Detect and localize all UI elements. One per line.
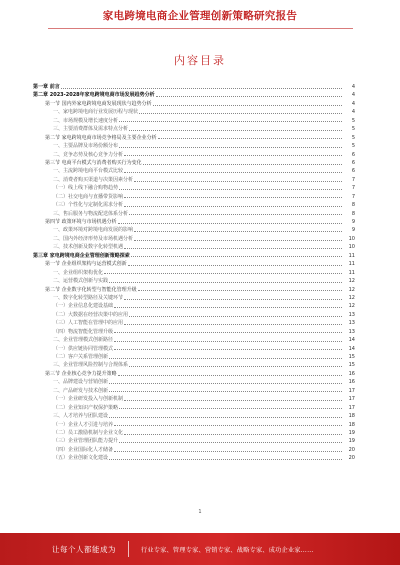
toc-entry-page: 5 <box>351 126 355 133</box>
footer-tagline: 行业专家、管理专家、营销专家、战略专家、成功企业家…… <box>141 546 314 554</box>
toc-entry-label: 一、政策环境对跨境电商发展的影响 <box>53 227 134 234</box>
toc-leader-dots <box>139 113 342 114</box>
toc-entry[interactable] <box>33 226 355 234</box>
toc-entry-page: 4 <box>351 100 355 107</box>
toc-entry[interactable] <box>33 437 355 445</box>
toc-entry[interactable] <box>33 142 355 150</box>
toc-entry-page: 16 <box>348 379 355 386</box>
toc-entry[interactable] <box>33 201 355 209</box>
toc-entry[interactable] <box>33 117 355 125</box>
toc-entry[interactable] <box>33 83 355 91</box>
toc-entry-label: （一）供应链协同管理模式 <box>53 345 114 352</box>
toc-heading: 内容目录 <box>174 54 226 67</box>
toc-entry-page: 13 <box>348 311 355 318</box>
toc-leader-dots <box>109 358 342 359</box>
toc-entry[interactable] <box>33 277 355 285</box>
toc-entry-page: 9 <box>351 219 355 225</box>
toc-leader-dots <box>114 341 342 342</box>
toc-leader-dots <box>124 197 342 198</box>
toc-entry-label: （三）企业管理团队能力提升 <box>53 438 119 445</box>
toc-entry-page: 5 <box>351 134 355 141</box>
toc-leader-dots <box>61 88 342 89</box>
toc-entry-label: 第三章 家电跨境电商企业管理创新策略探索 <box>33 252 130 259</box>
toc-entry[interactable] <box>33 184 355 192</box>
toc-entry-label: （一）企业研发投入与创新机制 <box>53 396 124 403</box>
toc-entry[interactable] <box>33 378 355 386</box>
toc-leader-dots <box>118 223 342 224</box>
toc-entry-page: 20 <box>348 455 355 462</box>
toc-entry-label: 二、产品研发与技术创新 <box>53 387 109 394</box>
toc-entry-page: 7 <box>351 185 355 192</box>
toc-entry-label: 三、技术创新及数字化转型机遇 <box>53 244 124 251</box>
toc-leader-dots <box>129 214 342 215</box>
toc-entry-label: （二）客户关系管理创新 <box>53 354 109 360</box>
toc-leader-dots <box>119 442 342 443</box>
toc-entry[interactable] <box>33 286 355 294</box>
toc-leader-dots <box>124 324 342 325</box>
toc-leader-dots <box>114 425 342 426</box>
toc-entry[interactable] <box>33 294 355 302</box>
toc-entry[interactable] <box>33 235 355 243</box>
toc-entry[interactable] <box>33 361 355 369</box>
toc-entry-page: 8 <box>351 202 355 209</box>
toc-entry-label: 第三节 电商平台模式与消费者购买行为变化 <box>45 159 142 166</box>
toc-entry-page: 6 <box>351 159 355 166</box>
toc-entry[interactable] <box>33 260 355 268</box>
toc-entry-label: 第三节 企业核心竞争力提升策略 <box>45 370 117 377</box>
toc-entry-label: （三）人工智能在管理中的应用 <box>53 320 124 327</box>
toc-entry-page: 12 <box>348 294 355 301</box>
toc-entry-label: （五）企业创新文化建设 <box>53 455 109 462</box>
toc-leader-dots <box>129 316 342 317</box>
toc-entry-page: 8 <box>351 210 355 217</box>
footer-divider <box>128 541 129 557</box>
toc-entry-page: 11 <box>348 261 355 268</box>
toc-leader-dots <box>114 307 342 308</box>
toc-leader-dots <box>119 121 342 122</box>
toc-entry-page: 16 <box>348 370 355 377</box>
toc-leader-dots <box>119 189 342 190</box>
toc-leader-dots <box>114 451 342 452</box>
toc-entry-label: 二、市场规模及增长速度分析 <box>53 117 119 124</box>
toc-entry-label: （二）企业知识产权保护策略 <box>53 404 119 411</box>
toc-leader-dots <box>114 349 342 350</box>
toc-entry[interactable] <box>33 193 355 201</box>
toc-leader-dots <box>129 366 342 367</box>
toc-entry[interactable] <box>33 353 355 361</box>
toc-leader-dots <box>119 147 342 148</box>
toc-entry-page: 12 <box>348 303 355 310</box>
toc-entry-label: 第二章 2023-2028年家电跨境电商市场发展趋势分析 <box>33 92 155 99</box>
toc-entry-label: （四）企业国际化人才储备 <box>53 446 114 453</box>
toc-leader-dots <box>138 290 342 291</box>
toc-entry-label: 一、数字化转型路径及关键环节 <box>53 294 124 301</box>
toc-entry[interactable] <box>33 311 355 319</box>
toc-entry-label: 第二节 企业数字化转型与智能化管理升级 <box>45 286 137 293</box>
toc-entry[interactable] <box>33 446 355 454</box>
toc-entry[interactable] <box>33 387 355 395</box>
toc-entry-page: 5 <box>351 143 355 150</box>
toc-leader-dots <box>109 282 342 283</box>
toc-entry-page: 14 <box>348 345 355 352</box>
toc-entry-label: 一、主流跨境电商平台模式比较 <box>53 168 124 175</box>
toc-entry-page: 5 <box>351 117 355 124</box>
toc-entry[interactable] <box>33 159 355 167</box>
toc-entry-label: 一、品牌建设与营销创新 <box>53 379 109 386</box>
toc-entry[interactable] <box>33 336 355 344</box>
toc-leader-dots <box>124 434 342 435</box>
toc-leader-dots <box>129 130 342 131</box>
toc-leader-dots <box>143 164 342 165</box>
toc-entry-label: 二、运营模式创新与实践 <box>53 278 109 285</box>
toc-entry[interactable] <box>33 395 355 403</box>
toc-leader-dots <box>124 299 342 300</box>
toc-entry[interactable] <box>33 167 355 175</box>
toc-entry-label: 第四节 政策环境与市场机遇分析 <box>45 219 117 225</box>
toc-entry-label: 第一节 国内外家电跨境电商发展现状与趋势分析 <box>45 100 152 107</box>
toc-entry-label: 一、主要品牌及市场份额分布 <box>53 143 119 150</box>
toc-entry[interactable] <box>33 125 355 133</box>
toc-entry[interactable] <box>33 429 355 437</box>
toc-entry-page: 19 <box>348 438 355 445</box>
page-number: 1 <box>198 509 202 515</box>
toc-entry[interactable] <box>33 134 355 142</box>
toc-leader-dots <box>109 383 342 384</box>
toc-entry-page: 15 <box>348 362 355 369</box>
toc-entry-label: 一、家电跨境电商行业发展历程与现状 <box>53 109 139 116</box>
toc-entry-label: （一）企业信息化建设基础 <box>53 303 114 310</box>
toc-entry-page: 17 <box>348 387 355 394</box>
toc-leader-dots <box>124 172 342 173</box>
toc-entry-page: 13 <box>348 328 355 335</box>
toc-entry-page: 18 <box>348 413 355 420</box>
toc-entry-page: 11 <box>348 252 355 259</box>
toc-entry-page: 7 <box>351 193 355 200</box>
toc-entry-label: 二、竞争态势及核心竞争力分析 <box>53 151 124 158</box>
toc-entry[interactable] <box>33 345 355 353</box>
toc-entry-page: 11 <box>348 269 355 276</box>
toc-leader-dots <box>118 375 342 376</box>
toc-entry[interactable] <box>33 91 355 99</box>
toc-entry-page: 12 <box>348 278 355 285</box>
toc-leader-dots <box>153 105 342 106</box>
toc-leader-dots <box>158 138 342 139</box>
table-of-contents <box>33 83 355 463</box>
toc-leader-dots <box>134 181 342 182</box>
toc-entry-label: （一）企业人才引进与培养 <box>53 421 114 428</box>
toc-entry-label: 三、售后服务与物流配送体系分析 <box>53 210 129 217</box>
toc-entry[interactable] <box>33 269 355 277</box>
toc-entry-label: 一、企业组织架构优化 <box>53 269 104 276</box>
toc-entry[interactable] <box>33 176 355 184</box>
toc-entry-label: 第二节 家电跨境电商市场竞争格局及主要企业分析 <box>45 134 157 141</box>
toc-entry-page: 6 <box>351 151 355 158</box>
toc-entry-label: 第一章 前言 <box>33 84 60 90</box>
toc-entry-page: 4 <box>351 92 355 99</box>
toc-entry-label: （四）物流智能化管理升级 <box>53 328 114 335</box>
toc-entry-page: 18 <box>348 421 355 428</box>
toc-entry[interactable] <box>33 100 355 108</box>
toc-leader-dots <box>124 248 342 249</box>
toc-leader-dots <box>124 206 342 207</box>
toc-entry-page: 17 <box>348 396 355 403</box>
toc-entry-page: 19 <box>348 429 355 436</box>
toc-entry-page: 9 <box>351 227 355 234</box>
toc-entry[interactable] <box>33 412 355 420</box>
toc-entry-page: 6 <box>351 168 355 175</box>
toc-entry[interactable] <box>33 370 355 378</box>
toc-entry-label: （二）员工激励机制与企业文化 <box>53 429 124 436</box>
toc-leader-dots <box>109 391 342 392</box>
toc-leader-dots <box>128 265 342 266</box>
toc-entry[interactable] <box>33 243 355 251</box>
toc-entry-page: 4 <box>351 109 355 116</box>
toc-entry[interactable] <box>33 151 355 159</box>
toc-entry-label: 三、主要消费群体及需求特点分析 <box>53 126 129 133</box>
header-divider <box>48 28 353 29</box>
toc-leader-dots <box>109 417 342 418</box>
toc-entry-label: （二）社交电商与直播带货影响 <box>53 193 124 200</box>
toc-entry-page: 20 <box>348 446 355 453</box>
toc-entry[interactable] <box>33 404 355 412</box>
toc-leader-dots <box>131 256 342 257</box>
toc-entry-label: 二、企业管理模式创新路径 <box>53 337 114 344</box>
toc-entry-page: 13 <box>348 320 355 327</box>
toc-leader-dots <box>124 400 342 401</box>
toc-leader-dots <box>134 240 342 241</box>
toc-entry-label: （三）个性化与定制化需求分析 <box>53 202 124 209</box>
toc-entry-page: 15 <box>348 354 355 360</box>
toc-entry-label: 三、人才培养与团队建设 <box>53 413 109 420</box>
toc-entry-label: 三、企业管理风险控制与合规体系 <box>53 362 129 369</box>
toc-entry-page: 7 <box>351 176 355 183</box>
toc-entry-page: 4 <box>351 84 355 90</box>
toc-entry-page: 12 <box>348 286 355 293</box>
report-title: 家电跨境电商企业管理创新策略研究报告 <box>102 9 298 22</box>
toc-entry[interactable] <box>33 319 355 327</box>
toc-entry[interactable] <box>33 210 355 218</box>
toc-entry-label: 第一节 企业组织架构与运营模式创新 <box>45 261 127 268</box>
toc-entry[interactable] <box>33 218 355 226</box>
toc-entry[interactable] <box>33 252 355 260</box>
toc-leader-dots <box>134 231 342 232</box>
toc-leader-dots <box>114 332 342 333</box>
toc-entry[interactable] <box>33 328 355 336</box>
toc-entry[interactable] <box>33 454 355 462</box>
toc-leader-dots <box>109 459 342 460</box>
report-header <box>0 0 400 30</box>
footer-banner <box>0 533 400 565</box>
toc-leader-dots <box>119 408 342 409</box>
toc-entry-page: 10 <box>348 244 355 251</box>
toc-entry[interactable] <box>33 108 355 116</box>
toc-entry-page: 17 <box>348 404 355 411</box>
footer-slogan: 让每个人都能成为 <box>52 544 116 554</box>
toc-entry[interactable] <box>33 302 355 310</box>
toc-leader-dots <box>156 96 342 97</box>
toc-entry-label: 二、消费者购买渠道与决策因素分析 <box>53 176 134 183</box>
toc-leader-dots <box>124 155 342 156</box>
toc-entry-label: （二）大数据在经营决策中的应用 <box>53 311 129 318</box>
toc-entry-page: 14 <box>348 337 355 344</box>
toc-entry[interactable] <box>33 421 355 429</box>
toc-leader-dots <box>104 273 342 274</box>
toc-entry-page: 10 <box>348 235 355 242</box>
toc-entry-label: （一）线上线下融合购物趋势 <box>53 185 119 192</box>
toc-entry-label: 二、国内外经济形势及市场机遇分析 <box>53 235 134 242</box>
